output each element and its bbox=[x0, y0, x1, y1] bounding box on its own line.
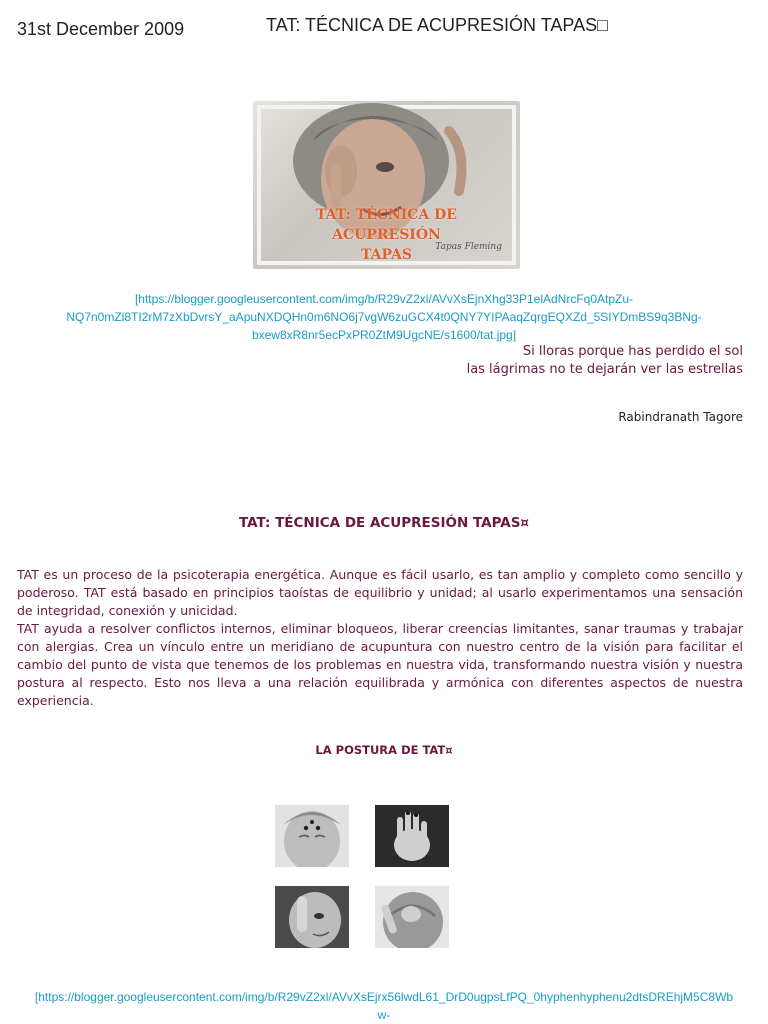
quote-line: Si lloras porque has perdido el sol bbox=[522, 344, 743, 359]
hero-signature: Tapas Fleming bbox=[435, 242, 502, 252]
article-body bbox=[17, 566, 743, 710]
posture-image-head-back[interactable] bbox=[375, 886, 449, 948]
article-paragraph: TAT ayuda a resolver conflictos internos, eliminar bloqueos, liberar creencias limitantes, sanar traumas y trabajar con alergias. Crea un vínculo entre un meridiano de acupuntura con nuestro centro de la visión para facilitar el cambio del punto de vista que tenemos de los problemas en nuestra vida, transformando nuestra visión y nuestra postura al respecto. Esto nos lleva a una relación equilibrada y armónica con diferentes aspectos de nuestra experiencia. bbox=[17, 621, 743, 708]
post-title[interactable]: TAT: TÉCNICA DE ACUPRESIÓN TAPAS□ bbox=[266, 15, 608, 35]
posture-heading: LA POSTURA DE TAT¤ bbox=[315, 743, 453, 757]
article-heading: TAT: TÉCNICA DE ACUPRESIÓN TAPAS¤ bbox=[238, 515, 530, 531]
quote-author: Rabindranath Tagore bbox=[618, 410, 743, 424]
posture-image-link[interactable]: [https://blogger.googleusercontent.com/img/b/R29vZ2xl/AVvXsEjrx56lwdL61_DrD0ugpsLfPQ_0hyphenhyphenu2dtsDREhjM5C8Wb w- bbox=[34, 990, 734, 1022]
hero-caption: TAT: TÉCNICA DE ACUPRESIÓN TAPAS bbox=[316, 207, 457, 263]
post-date: 31st December 2009 bbox=[17, 19, 185, 39]
posture-image-hand[interactable] bbox=[375, 805, 449, 867]
posture-image-face[interactable] bbox=[275, 805, 349, 867]
article-paragraph: TAT es un proceso de la psicoterapia energética. Aunque es fácil usarlo, es tan amplio y completo como sencillo y poderoso. TAT está basado en principios taoístas de equilibrio y unidad; al usarlo experimentamos una sensación de integridad, conexión y unicidad. bbox=[17, 567, 743, 618]
quote-line: las lágrimas no te dejarán ver las estrellas bbox=[466, 362, 743, 377]
posture-image-forehead[interactable] bbox=[275, 886, 349, 948]
hero-image[interactable] bbox=[253, 101, 520, 269]
hero-image-link[interactable]: [https://blogger.googleusercontent.com/img/b/R29vZ2xl/AVvXsEjnXhg33P1elAdNrcFq0AtpZu- NQ7n0mZl8TI2rM7zXbDvrsY_aApuNXDQHn0m6NO6j7vgW6zuGCX4t0QNY7YIPAaqZqrgEQXZd_5SIYDmBS9q3BNg- bxew8xR8nr5ecPxPR0ZtM9UgcNE/s1600/tat.jpg] bbox=[66, 292, 702, 342]
quote bbox=[467, 343, 743, 379]
